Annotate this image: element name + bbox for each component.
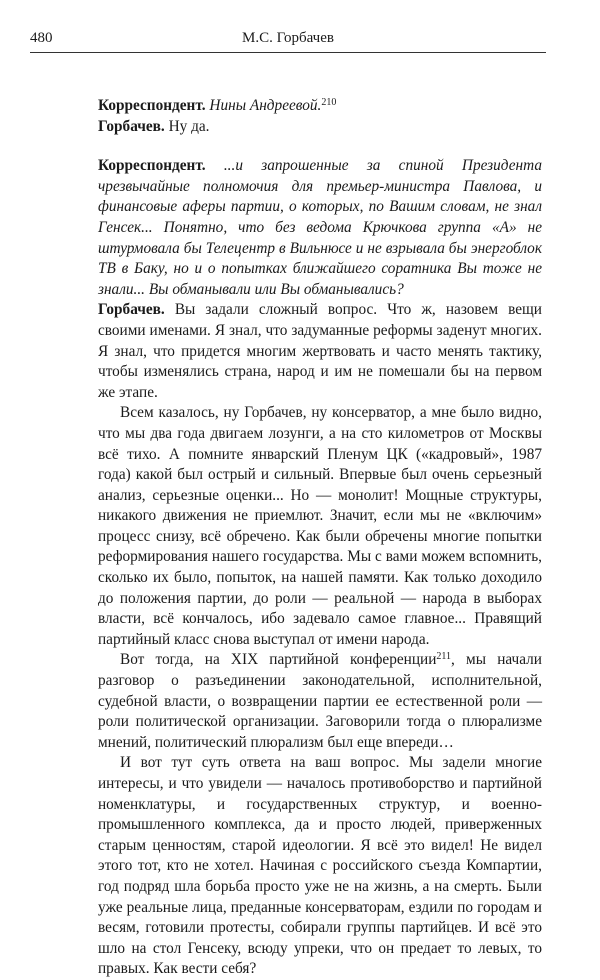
- answer-text: Ну да.: [168, 117, 210, 135]
- answer-paragraph-4: И вот тут суть ответа на ваш вопрос. Мы задели многие интересы, и что увидели — началось противоборство и партийной номенклатуры, и государственных структур, и военно-промышленного комплекса, да и просто людей, приверженных старым ценностям, старой идеологии. Я всё это видел! Не видел этого тот, кто не хотел. Начиная с российского съезда Компартии, год подряд шла борьба просто уже не на жизнь, а на смерть. Были уже реальные лица, преданные консерваторам, ездили по городам и весям, готовили протесты, собирали группы партийцев. И всё это шло на стол Генсеку, всюду упреки, что он предает то левых, то правых. Как вести себя?: [98, 754, 542, 978]
- speaker-label: Корреспондент.: [98, 157, 206, 175]
- exchange1-line2: [98, 117, 542, 138]
- speaker-label: Корреспондент.: [98, 97, 206, 114]
- section-gap: [98, 137, 542, 156]
- running-title: М.С. Горбачев: [242, 30, 334, 46]
- page-body: [98, 96, 542, 980]
- paragraph-text: Вот тогда, на XIX партийной конференции: [120, 651, 437, 669]
- answer-paragraph-3: [98, 650, 542, 753]
- exchange1-line1: [98, 96, 542, 117]
- page-header: [30, 28, 546, 53]
- answer-paragraph-1: [98, 300, 542, 403]
- question-text: ...и запрошенные за спиной Президента чрезвычайные полномочия для премьер-министра Павлова, и финансовые аферы партии, о которых, по Вашим словам, не знал Генсек... Понятно, что без ведома Крючкова группа «А» не штурмовала бы Телецентр в Вильнюсе и не взрывала бы энергоблок ТВ в Баку, но и о попытках ближайшего соратника Вы тоже не знали... Вы обманывали или Вы обманывались?: [98, 157, 542, 298]
- footnote-ref-211: 211: [436, 651, 452, 663]
- question-text: Нины Андреевой.: [209, 97, 322, 114]
- footnote-ref-210: 210: [321, 97, 337, 108]
- page-number: 480: [30, 30, 53, 46]
- speaker-label: Горбачев.: [98, 301, 165, 319]
- answer-paragraph-2: Всем казалось, ну Горбачев, ну консерватор, а мне было видно, что мы два года двигаем лозунги, а на сто километров от Москвы всё тихо. А помните январский Пленум ЦК («кадровый», 1987 года) какой был острый и сильный. Впервые был очень серьезный анализ, серьезные оценки... Но — монолит! Мощные структуры, никакого движения не приемлют. Значит, если мы не «включим» процесс снизу, всё обречено. Как были обречены многие попытки реформирования нашего государства. Мы с вами можем вспомнить, сколько их было, попыток, на нашей памяти. Как только доходило до положения партии, до роли — реальной — народа в выборах власти, всё кончалось, ибо задевало самое главное... Правящий партийный класс снова выступал от имени народа.: [98, 404, 542, 648]
- answer-text: Вы задали сложный вопрос. Что ж, назовем вещи своими именами. Я знал, что задуманные реформы заденут многих. Я знал, что придется многим жертвовать и часто менять тактику, чтобы изменялись страна, народ и им не помешали бы на первом же этапе.: [98, 301, 542, 401]
- speaker-label: Горбачев.: [98, 117, 165, 135]
- question-paragraph: [98, 156, 542, 300]
- paragraph-text: , мы начали разговор о разъединении законодательной, исполнительной, судебной власти, о возвращении партии ее естественной роли — роли политической организации. Заговорили тогда о плюрализме мнений, политический плюрализм был еще впереди…: [98, 651, 542, 751]
